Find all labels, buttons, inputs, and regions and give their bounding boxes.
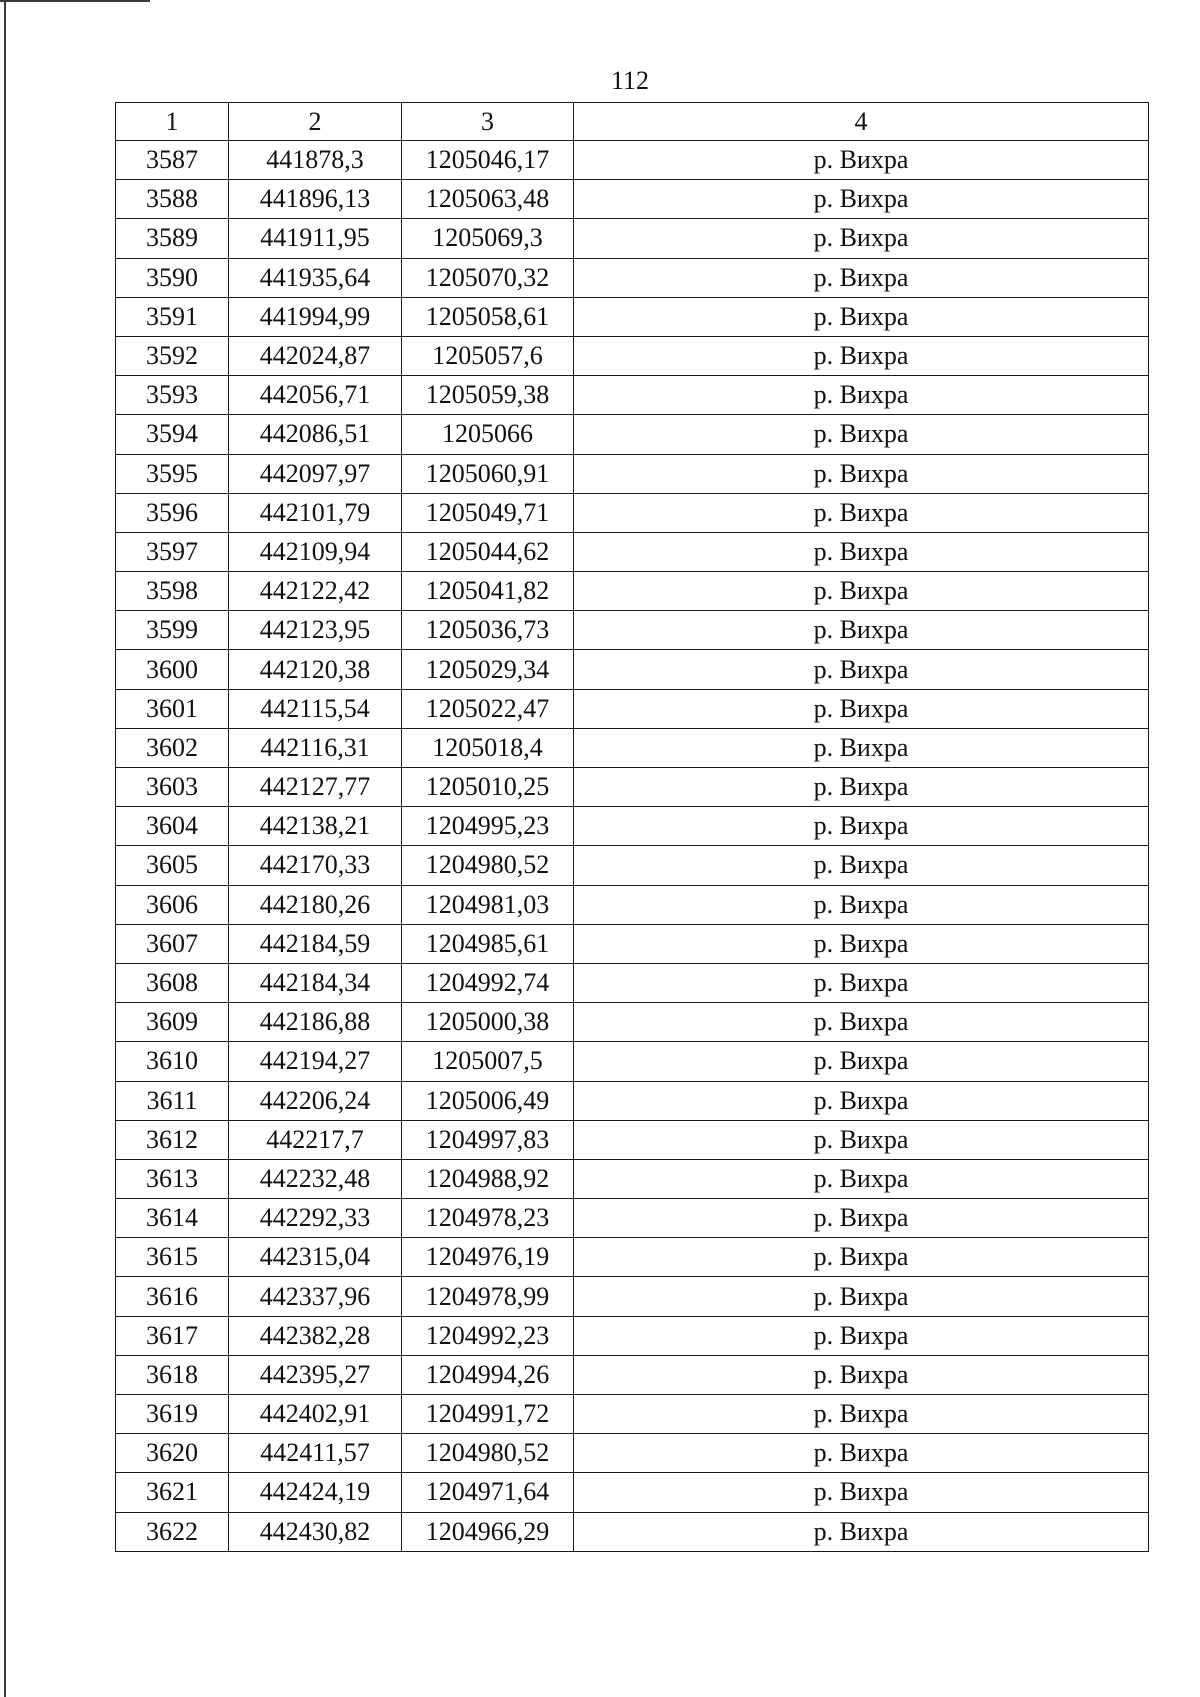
table-row: [116, 768, 1149, 807]
table-row: [116, 1277, 1149, 1316]
point-number-cell: 3616: [116, 1277, 229, 1316]
y-coordinate-cell: 1204981,03: [402, 885, 574, 924]
y-coordinate-cell: 1205022,47: [402, 689, 574, 728]
table-row: [116, 924, 1149, 963]
table-row: [116, 219, 1149, 258]
point-number-cell: 3604: [116, 807, 229, 846]
y-coordinate-cell: 1204966,29: [402, 1512, 574, 1551]
column-header-1: 1: [116, 103, 229, 141]
point-number-cell: 3589: [116, 219, 229, 258]
table-row: [116, 1473, 1149, 1512]
y-coordinate-cell: 1205006,49: [402, 1081, 574, 1120]
point-number-cell: 3592: [116, 336, 229, 375]
x-coordinate-cell: 442424,19: [229, 1473, 402, 1512]
table-row: [116, 1355, 1149, 1394]
description-cell: р. Вихра: [574, 807, 1149, 846]
y-coordinate-cell: 1205000,38: [402, 1003, 574, 1042]
point-number-cell: 3601: [116, 689, 229, 728]
x-coordinate-cell: 442292,33: [229, 1199, 402, 1238]
description-cell: р. Вихра: [574, 1277, 1149, 1316]
description-cell: р. Вихра: [574, 1238, 1149, 1277]
column-header-2: 2: [229, 103, 402, 141]
point-number-cell: 3599: [116, 611, 229, 650]
y-coordinate-cell: 1204978,23: [402, 1199, 574, 1238]
table-row: [116, 141, 1149, 180]
description-cell: р. Вихра: [574, 611, 1149, 650]
table-row: [116, 728, 1149, 767]
x-coordinate-cell: 442120,38: [229, 650, 402, 689]
table-row: [116, 885, 1149, 924]
point-number-cell: 3596: [116, 493, 229, 532]
table-row: [116, 1199, 1149, 1238]
x-coordinate-cell: 441911,95: [229, 219, 402, 258]
table-row: [116, 846, 1149, 885]
x-coordinate-cell: 442056,71: [229, 376, 402, 415]
description-cell: р. Вихра: [574, 258, 1149, 297]
y-coordinate-cell: 1205069,3: [402, 219, 574, 258]
x-coordinate-cell: 442170,33: [229, 846, 402, 885]
description-cell: р. Вихра: [574, 532, 1149, 571]
table-row: [116, 1395, 1149, 1434]
x-coordinate-cell: 442194,27: [229, 1042, 402, 1081]
table-row: [116, 572, 1149, 611]
point-number-cell: 3614: [116, 1199, 229, 1238]
point-number-cell: 3590: [116, 258, 229, 297]
point-number-cell: 3607: [116, 924, 229, 963]
point-number-cell: 3593: [116, 376, 229, 415]
y-coordinate-cell: 1205058,61: [402, 297, 574, 336]
table-row: [116, 1316, 1149, 1355]
description-cell: р. Вихра: [574, 1159, 1149, 1198]
description-cell: р. Вихра: [574, 1316, 1149, 1355]
table-row: [116, 258, 1149, 297]
y-coordinate-cell: 1205046,17: [402, 141, 574, 180]
x-coordinate-cell: 442315,04: [229, 1238, 402, 1277]
table-row: [116, 1238, 1149, 1277]
x-coordinate-cell: 442180,26: [229, 885, 402, 924]
table-row: [116, 1003, 1149, 1042]
y-coordinate-cell: 1205063,48: [402, 180, 574, 219]
column-header-3: 3: [402, 103, 574, 141]
description-cell: р. Вихра: [574, 1120, 1149, 1159]
y-coordinate-cell: 1205010,25: [402, 768, 574, 807]
table-row: [116, 1120, 1149, 1159]
point-number-cell: 3617: [116, 1316, 229, 1355]
x-coordinate-cell: 442127,77: [229, 768, 402, 807]
description-cell: р. Вихра: [574, 1395, 1149, 1434]
point-number-cell: 3603: [116, 768, 229, 807]
point-number-cell: 3611: [116, 1081, 229, 1120]
description-cell: р. Вихра: [574, 376, 1149, 415]
table-row: [116, 376, 1149, 415]
x-coordinate-cell: 442186,88: [229, 1003, 402, 1042]
description-cell: р. Вихра: [574, 336, 1149, 375]
table-header-row: [116, 103, 1149, 141]
description-cell: р. Вихра: [574, 415, 1149, 454]
description-cell: р. Вихра: [574, 728, 1149, 767]
description-cell: р. Вихра: [574, 572, 1149, 611]
y-coordinate-cell: 1204985,61: [402, 924, 574, 963]
description-cell: р. Вихра: [574, 689, 1149, 728]
table-row: [116, 650, 1149, 689]
y-coordinate-cell: 1205041,82: [402, 572, 574, 611]
description-cell: р. Вихра: [574, 885, 1149, 924]
x-coordinate-cell: 442122,42: [229, 572, 402, 611]
y-coordinate-cell: 1205049,71: [402, 493, 574, 532]
x-coordinate-cell: 441878,3: [229, 141, 402, 180]
point-number-cell: 3595: [116, 454, 229, 493]
y-coordinate-cell: 1204991,72: [402, 1395, 574, 1434]
x-coordinate-cell: 441994,99: [229, 297, 402, 336]
x-coordinate-cell: 442184,59: [229, 924, 402, 963]
binding-edge-line: [4, 0, 6, 1697]
description-cell: р. Вихра: [574, 650, 1149, 689]
x-coordinate-cell: 442184,34: [229, 963, 402, 1002]
point-number-cell: 3608: [116, 963, 229, 1002]
x-coordinate-cell: 442116,31: [229, 728, 402, 767]
table-row: [116, 493, 1149, 532]
point-number-cell: 3591: [116, 297, 229, 336]
y-coordinate-cell: 1204994,26: [402, 1355, 574, 1394]
point-number-cell: 3620: [116, 1434, 229, 1473]
x-coordinate-cell: 442206,24: [229, 1081, 402, 1120]
table-row: [116, 336, 1149, 375]
description-cell: р. Вихра: [574, 1003, 1149, 1042]
description-cell: р. Вихра: [574, 768, 1149, 807]
point-number-cell: 3600: [116, 650, 229, 689]
page-number: 112: [610, 66, 650, 95]
x-coordinate-cell: 442097,97: [229, 454, 402, 493]
description-cell: р. Вихра: [574, 180, 1149, 219]
coordinates-table: [115, 102, 1149, 1552]
description-cell: р. Вихра: [574, 1081, 1149, 1120]
table-body: [116, 141, 1149, 1552]
point-number-cell: 3621: [116, 1473, 229, 1512]
table-row: [116, 689, 1149, 728]
table-row: [116, 532, 1149, 571]
column-header-4: 4: [574, 103, 1149, 141]
y-coordinate-cell: 1205060,91: [402, 454, 574, 493]
x-coordinate-cell: 442411,57: [229, 1434, 402, 1473]
y-coordinate-cell: 1204992,23: [402, 1316, 574, 1355]
x-coordinate-cell: 442123,95: [229, 611, 402, 650]
y-coordinate-cell: 1205018,4: [402, 728, 574, 767]
point-number-cell: 3622: [116, 1512, 229, 1551]
y-coordinate-cell: 1205036,73: [402, 611, 574, 650]
y-coordinate-cell: 1205044,62: [402, 532, 574, 571]
table-row: [116, 1159, 1149, 1198]
point-number-cell: 3619: [116, 1395, 229, 1434]
x-coordinate-cell: 442109,94: [229, 532, 402, 571]
table-row: [116, 1512, 1149, 1551]
description-cell: р. Вихра: [574, 219, 1149, 258]
x-coordinate-cell: 442115,54: [229, 689, 402, 728]
y-coordinate-cell: 1205070,32: [402, 258, 574, 297]
y-coordinate-cell: 1204978,99: [402, 1277, 574, 1316]
y-coordinate-cell: 1204980,52: [402, 846, 574, 885]
y-coordinate-cell: 1204995,23: [402, 807, 574, 846]
y-coordinate-cell: 1205066: [402, 415, 574, 454]
y-coordinate-cell: 1204980,52: [402, 1434, 574, 1473]
x-coordinate-cell: 441935,64: [229, 258, 402, 297]
y-coordinate-cell: 1205007,5: [402, 1042, 574, 1081]
y-coordinate-cell: 1205059,38: [402, 376, 574, 415]
point-number-cell: 3610: [116, 1042, 229, 1081]
x-coordinate-cell: 442101,79: [229, 493, 402, 532]
x-coordinate-cell: 442382,28: [229, 1316, 402, 1355]
top-edge-rule: [0, 0, 150, 2]
point-number-cell: 3612: [116, 1120, 229, 1159]
x-coordinate-cell: 442024,87: [229, 336, 402, 375]
description-cell: р. Вихра: [574, 1355, 1149, 1394]
x-coordinate-cell: 442430,82: [229, 1512, 402, 1551]
description-cell: р. Вихра: [574, 963, 1149, 1002]
point-number-cell: 3598: [116, 572, 229, 611]
y-coordinate-cell: 1204997,83: [402, 1120, 574, 1159]
description-cell: р. Вихра: [574, 1473, 1149, 1512]
point-number-cell: 3588: [116, 180, 229, 219]
y-coordinate-cell: 1205057,6: [402, 336, 574, 375]
point-number-cell: 3618: [116, 1355, 229, 1394]
point-number-cell: 3597: [116, 532, 229, 571]
x-coordinate-cell: 442138,21: [229, 807, 402, 846]
y-coordinate-cell: 1205029,34: [402, 650, 574, 689]
description-cell: р. Вихра: [574, 493, 1149, 532]
description-cell: р. Вихра: [574, 297, 1149, 336]
y-coordinate-cell: 1204976,19: [402, 1238, 574, 1277]
point-number-cell: 3606: [116, 885, 229, 924]
point-number-cell: 3587: [116, 141, 229, 180]
description-cell: р. Вихра: [574, 141, 1149, 180]
table-row: [116, 1042, 1149, 1081]
description-cell: р. Вихра: [574, 1199, 1149, 1238]
description-cell: р. Вихра: [574, 1512, 1149, 1551]
table-row: [116, 1081, 1149, 1120]
point-number-cell: 3609: [116, 1003, 229, 1042]
description-cell: р. Вихра: [574, 924, 1149, 963]
y-coordinate-cell: 1204971,64: [402, 1473, 574, 1512]
x-coordinate-cell: 442402,91: [229, 1395, 402, 1434]
table-row: [116, 415, 1149, 454]
point-number-cell: 3615: [116, 1238, 229, 1277]
table-row: [116, 611, 1149, 650]
description-cell: р. Вихра: [574, 846, 1149, 885]
table-row: [116, 807, 1149, 846]
description-cell: р. Вихра: [574, 1042, 1149, 1081]
table-row: [116, 1434, 1149, 1473]
point-number-cell: 3594: [116, 415, 229, 454]
table-row: [116, 454, 1149, 493]
description-cell: р. Вихра: [574, 1434, 1149, 1473]
x-coordinate-cell: 442395,27: [229, 1355, 402, 1394]
table-row: [116, 180, 1149, 219]
x-coordinate-cell: 442337,96: [229, 1277, 402, 1316]
y-coordinate-cell: 1204988,92: [402, 1159, 574, 1198]
x-coordinate-cell: 442217,7: [229, 1120, 402, 1159]
table-row: [116, 297, 1149, 336]
x-coordinate-cell: 442086,51: [229, 415, 402, 454]
point-number-cell: 3613: [116, 1159, 229, 1198]
point-number-cell: 3605: [116, 846, 229, 885]
x-coordinate-cell: 441896,13: [229, 180, 402, 219]
y-coordinate-cell: 1204992,74: [402, 963, 574, 1002]
x-coordinate-cell: 442232,48: [229, 1159, 402, 1198]
description-cell: р. Вихра: [574, 454, 1149, 493]
point-number-cell: 3602: [116, 728, 229, 767]
table-row: [116, 963, 1149, 1002]
